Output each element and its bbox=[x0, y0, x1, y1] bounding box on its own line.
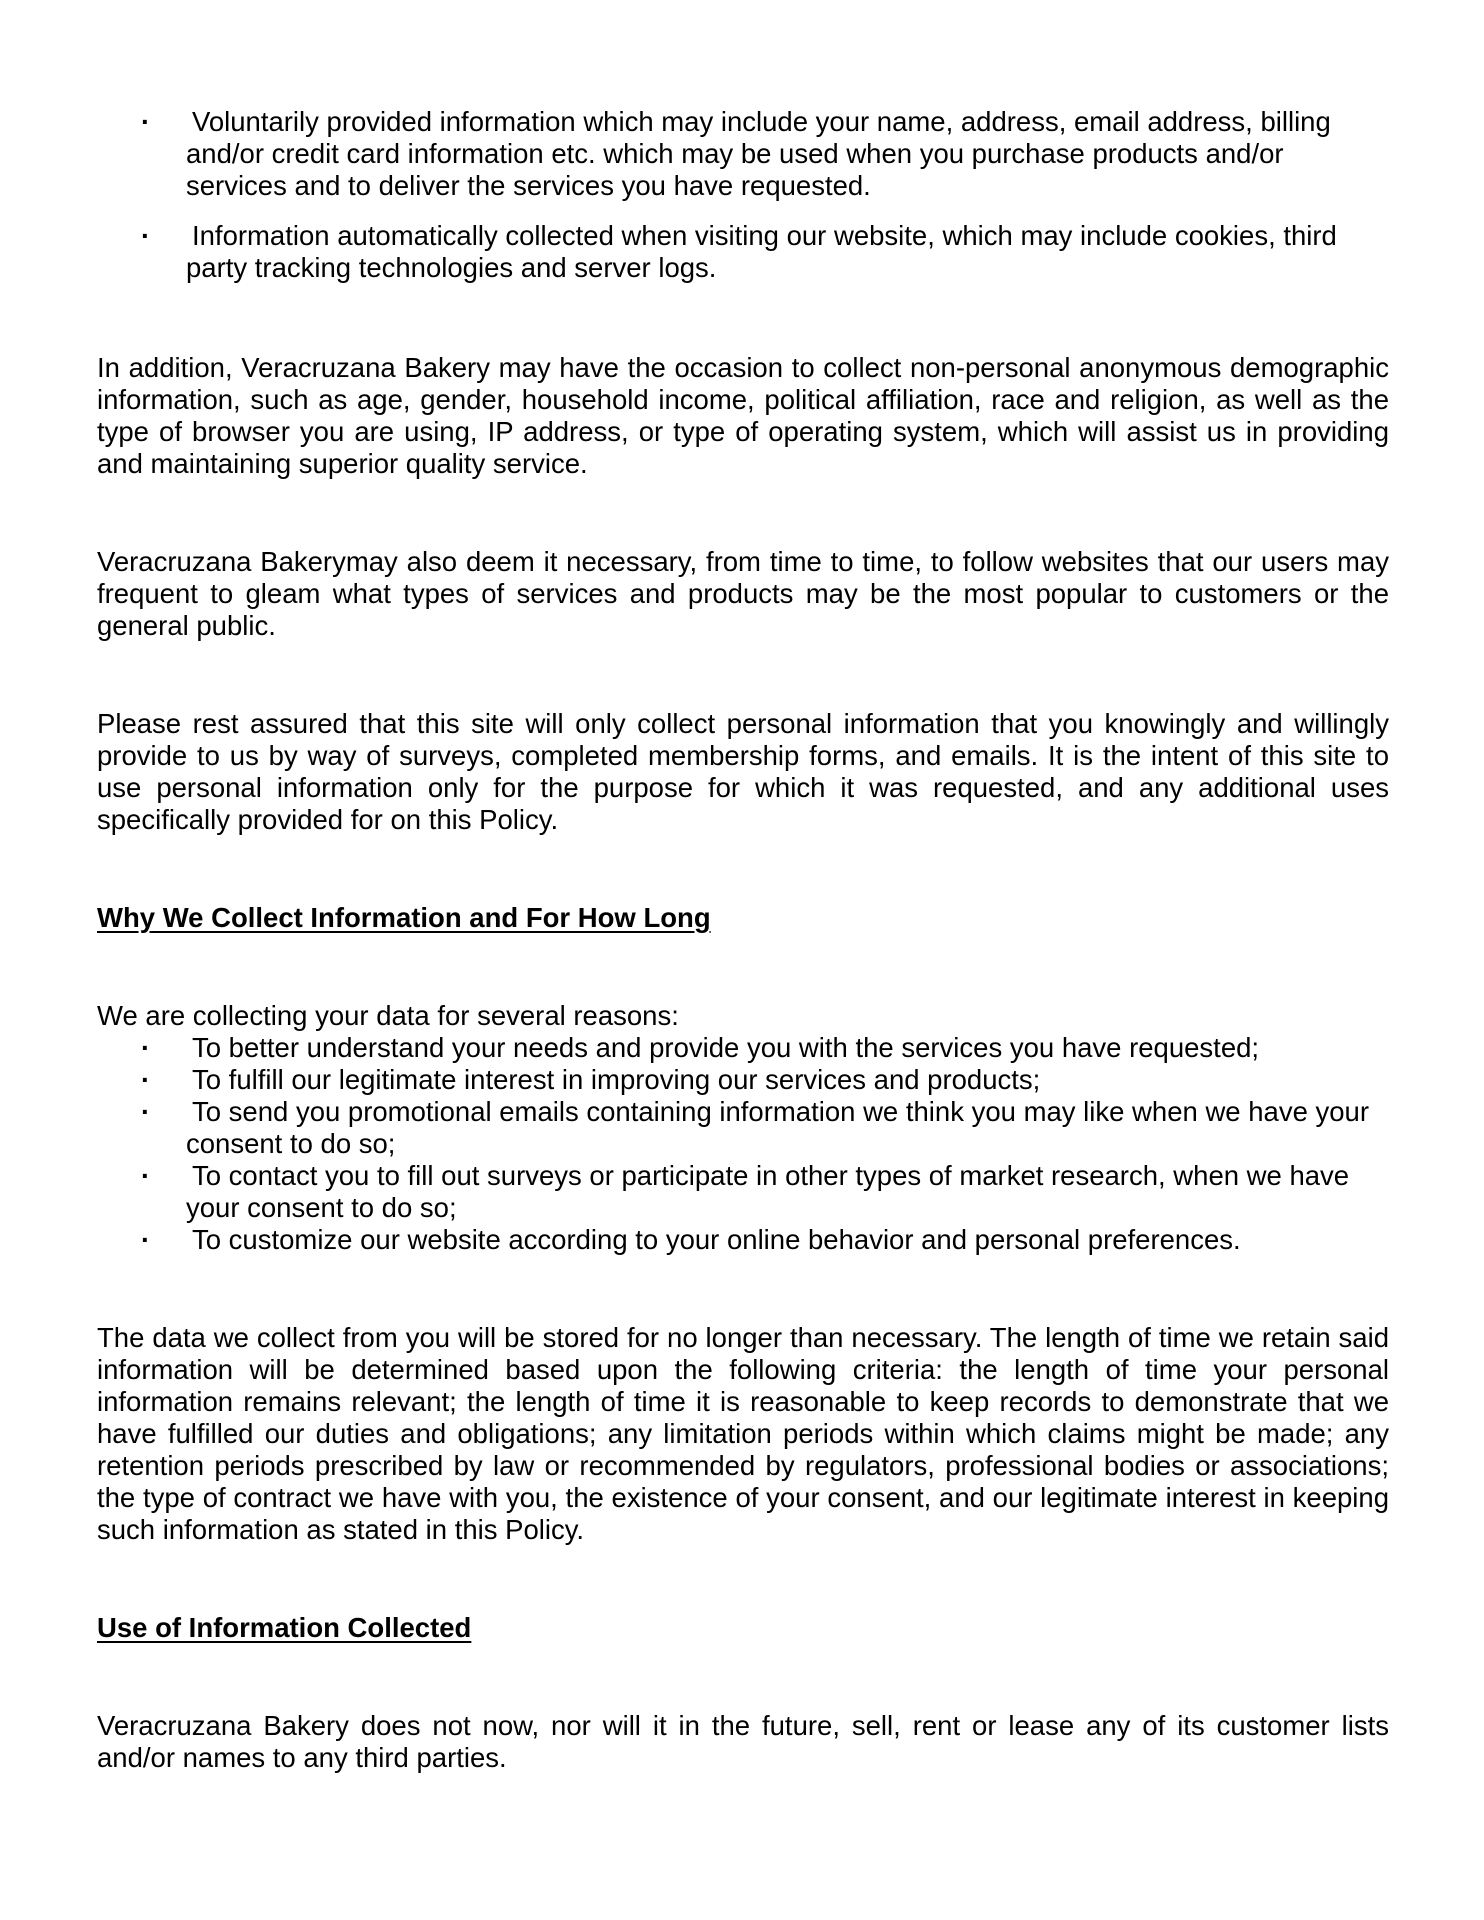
list-item-text: Information automatically collected when visiting our website, which may include cookies, third party tracking technologies and server logs. bbox=[186, 220, 1337, 283]
bullet-icon: · bbox=[141, 106, 151, 137]
bullet-icon: · bbox=[141, 1096, 151, 1127]
bullet-icon: · bbox=[141, 220, 151, 251]
paragraph-retention: The data we collect from you will be stored for no longer than necessary. The length of time we retain said information will be determined based upon the following criteria: the length of time your personal information remains relevant; the length of time it is reasonable to keep records to demonstrate that we have fulfilled our duties and obligations; any limitation periods within which claims might be made; any retention periods prescribed by law or recommended by regulators, professional bodies or associations; the type of contract we have with you, the existence of your consent, and our legitimate interest in keeping such information as stated in this Policy. bbox=[97, 1322, 1389, 1545]
list-item bbox=[97, 1032, 1389, 1064]
heading-why-collect: Why We Collect Information and For How Long bbox=[97, 902, 711, 933]
list-item-text: To send you promotional emails containing information we think you may like when we have your consent to do so; bbox=[186, 1096, 1370, 1159]
bullet-icon: · bbox=[141, 1224, 151, 1255]
list-item-text: To fulfill our legitimate interest in improving our services and products; bbox=[192, 1064, 1041, 1095]
list-item-text: To better understand your needs and provide you with the services you have requested; bbox=[192, 1032, 1260, 1063]
paragraph-reasons-lead: We are collecting your data for several reasons: bbox=[97, 1000, 679, 1031]
bullet-icon: · bbox=[141, 1064, 151, 1095]
list-item bbox=[97, 1064, 1389, 1096]
paragraph-assurance: Please rest assured that this site will only collect personal information that you knowingly and willingly provide to us by way of surveys, completed membership forms, and emails. It is the intent of this site to use personal information only for the purpose for which it was requested, and any additional uses specifically provided for on this Policy. bbox=[97, 708, 1389, 835]
list-item bbox=[97, 1096, 1389, 1160]
paragraph-no-sale: Veracruzana Bakery does not now, nor will it in the future, sell, rent or lease any of its customer lists and/or names to any third parties. bbox=[97, 1710, 1389, 1773]
bullet-icon: · bbox=[141, 1160, 151, 1191]
list-item bbox=[97, 106, 1389, 202]
list-item-text: To contact you to fill out surveys or participate in other types of market research, when we have your consent to do so; bbox=[186, 1160, 1350, 1223]
bullet-icon: · bbox=[141, 1032, 151, 1063]
paragraph-follow-websites: Veracruzana Bakerymay also deem it necessary, from time to time, to follow websites that our users may frequent to gleam what types of services and products may be the most popular to customers or the general public. bbox=[97, 546, 1389, 641]
list-item-text: To customize our website according to your online behavior and personal preferences. bbox=[192, 1224, 1241, 1255]
collected-info-list bbox=[97, 106, 1389, 284]
reasons-list bbox=[97, 1032, 1389, 1256]
list-item-text: Voluntarily provided information which may include your name, address, email address, billing and/or credit card information etc. which may be used when you purchase products and/or services and to deliver the services you have requested. bbox=[186, 106, 1331, 201]
list-item bbox=[97, 1224, 1389, 1256]
paragraph-demographic: In addition, Veracruzana Bakery may have the occasion to collect non-personal anonymous demographic information, such as age, gender, household income, political affiliation, race and religion, as well as the type of browser you are using, IP address, or type of operating system, which will assist us in providing and maintaining superior quality service. bbox=[97, 352, 1389, 479]
heading-use-of-information: Use of Information Collected bbox=[97, 1612, 472, 1643]
list-item bbox=[97, 1160, 1389, 1224]
list-item bbox=[97, 220, 1389, 284]
